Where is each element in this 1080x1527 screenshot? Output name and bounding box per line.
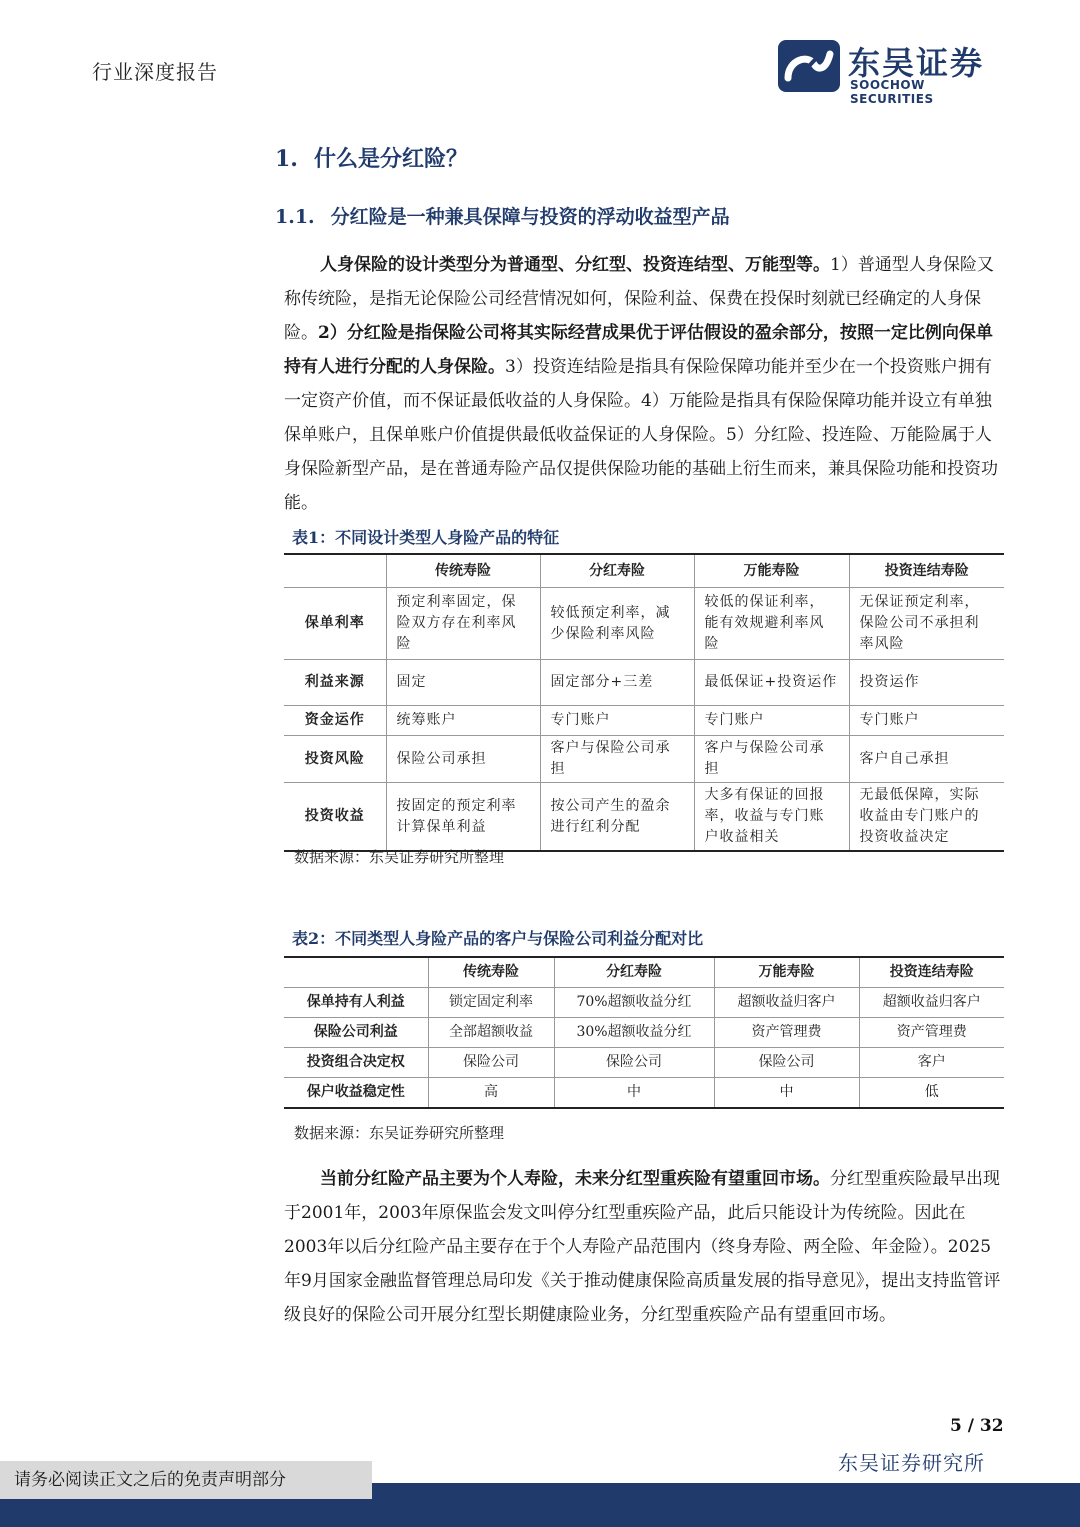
table-row: [284, 736, 1004, 783]
body-paragraph-1: [284, 248, 1004, 520]
subsection-title: 分红险是一种兼具保障与投资的浮动收益型产品: [330, 206, 730, 228]
table1-cell: 专门账户: [849, 706, 1004, 736]
table1-source: 数据来源：东吴证券研究所整理: [294, 848, 505, 866]
table1-cell: 较低预定利率，减少保险利率风险: [540, 588, 694, 660]
para1-bold-2: 2）分红险是指保险公司将其实际经营成果优于评估假设的盈余部分，按照一定比例向保单持有人进行分配的人身保险。: [284, 323, 993, 377]
table2-cell: 低: [859, 1078, 1004, 1109]
table1-cell: 统筹账户: [386, 706, 540, 736]
table-row: [284, 660, 1004, 706]
table2-row-head: 保户收益稳定性: [284, 1078, 428, 1109]
table2-header-cell: 分红寿险: [554, 957, 714, 988]
table2-cell: 保险公司: [554, 1048, 714, 1078]
table1-header-cell: 投资连结寿险: [849, 554, 1004, 588]
footer-institute: 东吴证券研究所: [838, 1451, 985, 1475]
table1-header-cell: 分红寿险: [540, 554, 694, 588]
table1-header-row: [284, 554, 1004, 588]
table1-cell: 专门账户: [540, 706, 694, 736]
table2-cell: 全部超额收益: [428, 1018, 554, 1048]
company-logo: [778, 38, 1008, 106]
table1-cell: 固定部分+三差: [540, 660, 694, 706]
table1-cell: 客户与保险公司承担: [540, 736, 694, 783]
table1-row-head: 投资收益: [284, 783, 386, 852]
para2-bold-1: 当前分红险产品主要为个人寿险，未来分红型重疾险有望重回市场。: [320, 1169, 830, 1189]
table2: [284, 956, 1004, 1109]
table1-caption: 表1：不同设计类型人身险产品的特征: [292, 528, 560, 547]
table2-cell: 资产管理费: [859, 1018, 1004, 1048]
table1-cell: 大多有保证的回报率，收益与专门账户收益相关: [694, 783, 849, 852]
table2-header-cell: 万能寿险: [714, 957, 859, 988]
table2-cell: 中: [714, 1078, 859, 1109]
table2-cell: 客户: [859, 1048, 1004, 1078]
para1-bold-1: 人身保险的设计类型分为普通型、分红型、投资连结型、万能型等。: [320, 255, 830, 275]
para1-text-2: 3）投资连结险是指具有保险保障功能并至少在一个投资账户拥有一定资产价值，而不保证最低收益的人身保险。4）万能险是指具有保险保障功能并设立有单独保单账户，且保单账户价值提供最低收益保证的人身保险。5）分红险、投连险、万能险属于人身保险新型产品，是在普通寿险产品仅提供保险功能的基础上衍生而来，兼具保险功能和投资功能。: [284, 357, 998, 513]
table1-row-head: 保单利率: [284, 588, 386, 660]
table-row: [284, 706, 1004, 736]
table2-cell: 保险公司: [428, 1048, 554, 1078]
table-row: [284, 1078, 1004, 1109]
table1-row-head: 资金运作: [284, 706, 386, 736]
table2-row-head: 保险公司利益: [284, 1018, 428, 1048]
table1-cell: 最低保证+投资运作: [694, 660, 849, 706]
table2-cell: 资产管理费: [714, 1018, 859, 1048]
table1-cell: 无最低保障，实际收益由专门账户的投资收益决定: [849, 783, 1004, 852]
table2-caption: 表2：不同类型人身险产品的客户与保险公司利益分配对比: [292, 929, 704, 948]
section-number: 1.: [275, 146, 298, 172]
table1-header-cell: [284, 554, 386, 588]
table1-cell: 预定利率固定，保险双方存在利率风险: [386, 588, 540, 660]
table1-cell: 保险公司承担: [386, 736, 540, 783]
logo-english-name: SOOCHOW SECURITIES: [850, 78, 934, 106]
table2-row-head: 投资组合决定权: [284, 1048, 428, 1078]
table-row: [284, 1048, 1004, 1078]
table1-cell: 无保证预定利率，保险公司不承担利率风险: [849, 588, 1004, 660]
table-row: [284, 1018, 1004, 1048]
table1-row-head: 利益来源: [284, 660, 386, 706]
table2-header-cell: 传统寿险: [428, 957, 554, 988]
table1-header-cell: 传统寿险: [386, 554, 540, 588]
table-row: [284, 783, 1004, 852]
table2-cell: 高: [428, 1078, 554, 1109]
section-heading-1: [275, 142, 468, 173]
table2-cell: 70%超额收益分红: [554, 988, 714, 1018]
table1-cell: 按公司产生的盈余进行红利分配: [540, 783, 694, 852]
table1-cell: 固定: [386, 660, 540, 706]
table1-cell: 专门账户: [694, 706, 849, 736]
table2-cell: 30%超额收益分红: [554, 1018, 714, 1048]
table1-cell: 按固定的预定利率计算保单利益: [386, 783, 540, 852]
logo-chinese-name: 东吴证券: [848, 44, 985, 82]
section-title: 什么是分红险？: [313, 146, 468, 172]
footer-disclaimer: 请务必阅读正文之后的免责声明部分: [0, 1461, 372, 1499]
table2-header-row: [284, 957, 1004, 988]
table1-row-head: 投资风险: [284, 736, 386, 783]
table1: [284, 553, 1004, 852]
table-row: [284, 988, 1004, 1018]
para2-text-1: 分红型重疾险最早出现于2001年，2003年原保监会发文叫停分红型重疾险产品，此后只能设计为传统险。因此在2003年以后分红险产品主要存在于个人寿险产品范围内（终身寿险、两全险、年金险）。2025年9月国家金融监督管理总局印发《关于推动健康保险高质量发展的指导意见》，提出支持监管评级良好的保险公司开展分红型长期健康险业务，分红型重疾险产品有望重回市场。: [284, 1169, 1001, 1325]
table2-cell: 超额收益归客户: [859, 988, 1004, 1018]
table2-cell: 保险公司: [714, 1048, 859, 1078]
table1-cell: 客户自己承担: [849, 736, 1004, 783]
table1-header-cell: 万能寿险: [694, 554, 849, 588]
table2-header-cell: 投资连结寿险: [859, 957, 1004, 988]
section-heading-1-1: [275, 202, 730, 229]
body-paragraph-2: [284, 1162, 1004, 1332]
report-type-label: 行业深度报告: [92, 60, 218, 84]
table2-header-cell: [284, 957, 428, 988]
table2-source: 数据来源：东吴证券研究所整理: [294, 1124, 505, 1142]
table1-cell: 投资运作: [849, 660, 1004, 706]
table2-cell: 超额收益归客户: [714, 988, 859, 1018]
para1-text-1: 1）普通型人身保险又称传统险，是指无论保险公司经营情况如何，保险利益、保费在投保时刻就已经确定的人身保险。: [284, 255, 994, 343]
table-row: [284, 588, 1004, 660]
table2-cell: 锁定固定利率: [428, 988, 554, 1018]
page-number: 5 / 32: [950, 1416, 1004, 1436]
subsection-number: 1.1.: [275, 206, 315, 228]
table1-cell: 客户与保险公司承担: [694, 736, 849, 783]
table1-cell: 较低的保证利率，能有效规避利率风险: [694, 588, 849, 660]
soochow-logo-icon: [778, 40, 840, 92]
table2-row-head: 保单持有人利益: [284, 988, 428, 1018]
table2-cell: 中: [554, 1078, 714, 1109]
